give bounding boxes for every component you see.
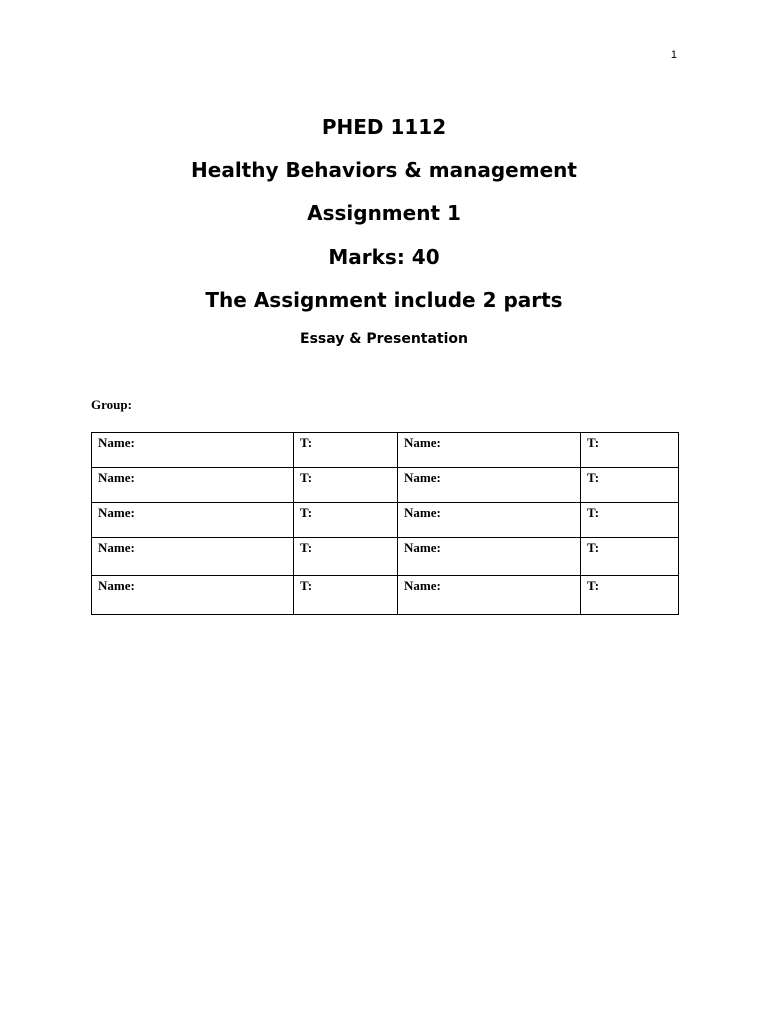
table-row bbox=[92, 576, 679, 615]
marks-heading: Marks: 40 bbox=[328, 245, 440, 269]
member-name-cell[interactable]: Name: bbox=[92, 576, 294, 615]
member-name-cell[interactable]: Name: bbox=[398, 433, 581, 468]
assignment-parts-subheading: Essay & Presentation bbox=[300, 331, 468, 347]
member-t-cell[interactable]: T: bbox=[294, 576, 398, 615]
member-t-cell[interactable]: T: bbox=[294, 468, 398, 503]
member-name-cell[interactable]: Name: bbox=[398, 503, 581, 538]
group-label: Group: bbox=[91, 397, 132, 412]
parts-heading: The Assignment include 2 parts bbox=[205, 288, 563, 312]
table-row bbox=[92, 433, 679, 468]
table-row bbox=[92, 503, 679, 538]
member-name-cell[interactable]: Name: bbox=[92, 538, 294, 576]
group-members-table bbox=[91, 432, 679, 615]
member-name-cell[interactable]: Name: bbox=[92, 468, 294, 503]
course-code-heading: PHED 1112 bbox=[321, 115, 447, 139]
member-t-cell[interactable]: T: bbox=[581, 433, 679, 468]
member-t-cell[interactable]: T: bbox=[294, 503, 398, 538]
member-name-cell[interactable]: Name: bbox=[92, 433, 294, 468]
member-name-cell[interactable]: Name: bbox=[398, 468, 581, 503]
table-row bbox=[92, 468, 679, 503]
member-t-cell[interactable]: T: bbox=[581, 503, 679, 538]
member-t-cell[interactable]: T: bbox=[581, 576, 679, 615]
member-name-cell[interactable]: Name: bbox=[398, 538, 581, 576]
assignment-heading: Assignment 1 bbox=[307, 201, 461, 225]
member-t-cell[interactable]: T: bbox=[294, 538, 398, 576]
page-number: 1 bbox=[670, 49, 677, 61]
course-title-heading: Healthy Behaviors & management bbox=[191, 158, 577, 182]
member-name-cell[interactable]: Name: bbox=[398, 576, 581, 615]
member-name-cell[interactable]: Name: bbox=[92, 503, 294, 538]
member-t-cell[interactable]: T: bbox=[581, 538, 679, 576]
table-row bbox=[92, 538, 679, 576]
member-t-cell[interactable]: T: bbox=[294, 433, 398, 468]
member-t-cell[interactable]: T: bbox=[581, 468, 679, 503]
